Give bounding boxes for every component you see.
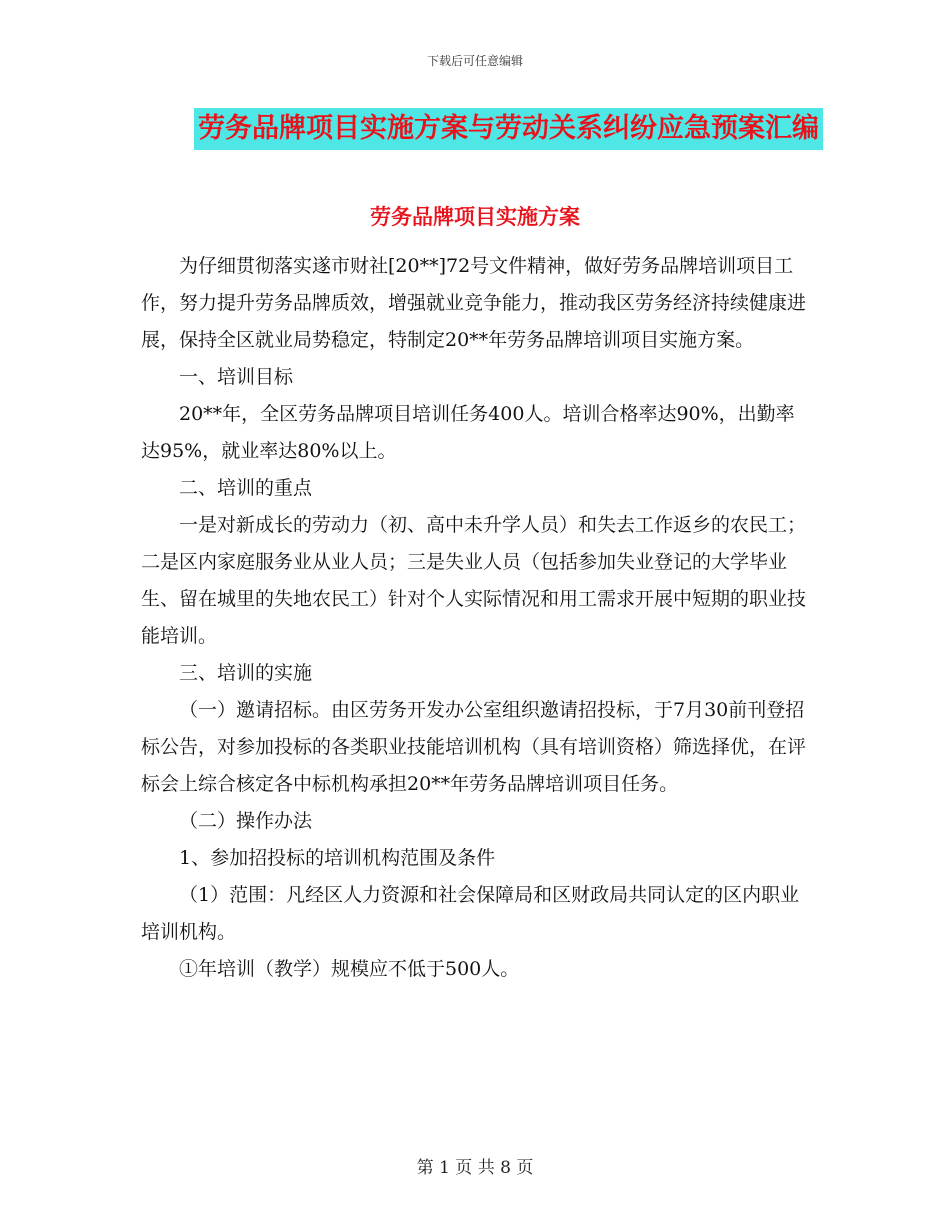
paragraph-scope: （1）范围：凡经区人力资源和社会保障局和区财政局共同认定的区内职业培训机构。 bbox=[141, 884, 800, 943]
paragraph-training-goal: 20**年，全区劳务品牌项目培训任务400人。培训合格率达90%，出勤率达95%，就业率达80%以上。 bbox=[141, 403, 795, 462]
paragraph-invite-bidding: （一）邀请招标。由区劳务开发办公室组织邀请招投标，于7月30前刊登招标公告，对参加投标的各类职业技能培训机构（具有培训资格）筛选择优，在评标会上综合核定各中标机构承担20**年劳务品牌培训项目任务。 bbox=[141, 699, 807, 795]
heading-operation-method: （二）操作办法 bbox=[179, 810, 313, 832]
paragraph-intro: 为仔细贯彻落实遂市财社[20**]72号文件精神，做好劳务品牌培训项目工作，努力提升劳务品牌质效，增强就业竞争能力，推动我区劳务经济持续健康进展，保持全区就业局势稳定，特制定20**年劳务品牌培训项目实施方案。 bbox=[141, 255, 807, 351]
section-title: 劳务品牌项目实施方案 bbox=[370, 205, 580, 229]
heading-training-focus: 二、培训的重点 bbox=[179, 477, 313, 499]
paragraph-training-focus: 一是对新成长的劳动力（初、高中未升学人员）和失去工作返乡的农民工；二是区内家庭服务业从业人员；三是失业人员（包括参加失业登记的大学毕业生、留在城里的失地农民工）针对个人实际情况和用工需求开展中短期的职业技能培训。 bbox=[141, 514, 807, 647]
paragraph-scale-requirement: ①年培训（教学）规模应不低于500人。 bbox=[179, 958, 520, 980]
header-note: 下载后可任意编辑 bbox=[426, 54, 523, 68]
heading-training-implementation: 三、培训的实施 bbox=[179, 662, 313, 684]
page-number: 第 1 页 共 8 页 bbox=[416, 1158, 534, 1178]
document-title: 劳务品牌项目实施方案与劳动关系纠纷应急预案汇编 bbox=[194, 108, 823, 150]
heading-training-goal: 一、培训目标 bbox=[179, 366, 294, 388]
document-body bbox=[141, 248, 809, 988]
heading-bidder-scope: 1、参加招投标的培训机构范围及条件 bbox=[179, 847, 496, 869]
